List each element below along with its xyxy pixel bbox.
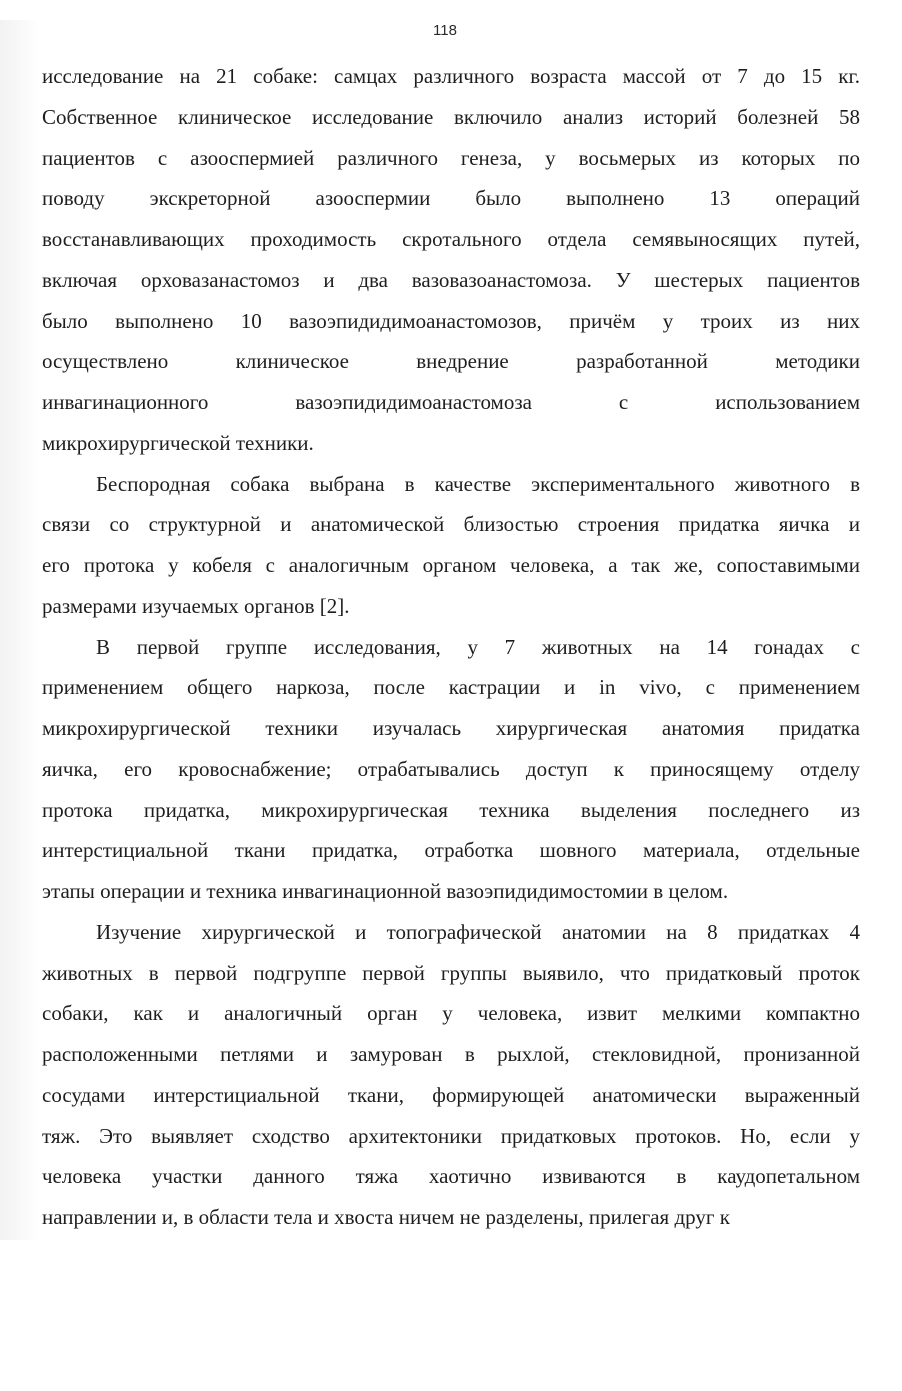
paragraph: [42, 912, 860, 1238]
text-line: В первой группе исследования, у 7 животных на 14 гонадах с: [96, 634, 860, 659]
text-line: протока придатка, микрохирургическая техника выделения последнего из: [42, 797, 860, 822]
text-line: осуществлено клиническое внедрение разработанной методики: [42, 349, 860, 374]
text-line: яичка, его кровоснабжение; отрабатывались доступ к приносящему отделу: [42, 756, 860, 781]
text-line: включая орховазанастомоз и два вазовазоанастомоза. У шестерых пациентов: [42, 267, 860, 292]
text-line: его протока у кобеля с аналогичным органом человека, а так же, сопоставимыми: [42, 553, 860, 577]
paragraph: [42, 464, 860, 627]
text-line: человека участки данного тяжа хаотично извиваются в каудопетальном: [42, 1164, 860, 1189]
text-line: интерстициальной ткани придатка, отработка шовного материала, отдельные: [42, 838, 860, 863]
text-line: этапы операции и техника инвагинационной вазоэпидидимостомии в целом.: [42, 879, 729, 903]
scan-shadow: [0, 20, 40, 1240]
page-number: 118: [433, 22, 457, 39]
text-line: было выполнено 10 вазоэпидидимоанастомозов, причём у троих из них: [42, 308, 860, 333]
text-line: собаки, как и аналогичный орган у человека, извит мелкими компактно: [42, 1001, 860, 1026]
text-line: применением общего наркоза, после кастрации и in vivo, с применением: [42, 675, 860, 700]
text-line: пациентов с азооспермией различного генеза, у восьмерых из которых по: [42, 145, 860, 170]
text-line: микрохирургической техники.: [42, 430, 314, 455]
text-line: исследование на 21 собаке: самцах различного возраста массой от 7 до 15 кг.: [42, 64, 860, 88]
text-line: сосудами интерстициальной ткани, формирующей анатомически выраженный: [42, 1082, 860, 1107]
text-line: расположенными петлями и замурован в рыхлой, стекловидной, пронизанной: [42, 1042, 860, 1066]
text-line: микрохирургической техники изучалась хирургическая анатомия придатка: [42, 716, 860, 740]
text-line: тяж. Это выявляет сходство архитектоники придатковых протоков. Но, если у: [42, 1123, 860, 1148]
text-line: Изучение хирургической и топографической анатомии на 8 придатках 4: [96, 919, 860, 944]
paragraph: [42, 56, 860, 464]
text-line: животных в первой подгруппе первой группы выявило, что придатковый проток: [42, 960, 860, 985]
paragraph: [42, 627, 860, 912]
body-text: [42, 56, 860, 1238]
text-line: размерами изучаемых органов [2].: [42, 593, 350, 618]
text-line: восстанавливающих проходимость скротального отдела семявыносящих путей,: [42, 227, 860, 251]
text-line: связи со структурной и анатомической близостью строения придатка яичка и: [42, 512, 860, 537]
text-line: Собственное клиническое исследование включило анализ историй болезней 58: [42, 104, 860, 129]
text-line: инвагинационного вазоэпидидимоанастомоза с использованием: [42, 390, 860, 414]
text-line: Беспородная собака выбрана в качестве экспериментального животного в: [96, 471, 860, 496]
text-line: направлении и, в области тела и хвоста ничем не разделены, прилегая друг к: [42, 1205, 730, 1229]
text-line: поводу экскреторной азооспермии было выполнено 13 операций: [42, 186, 860, 211]
